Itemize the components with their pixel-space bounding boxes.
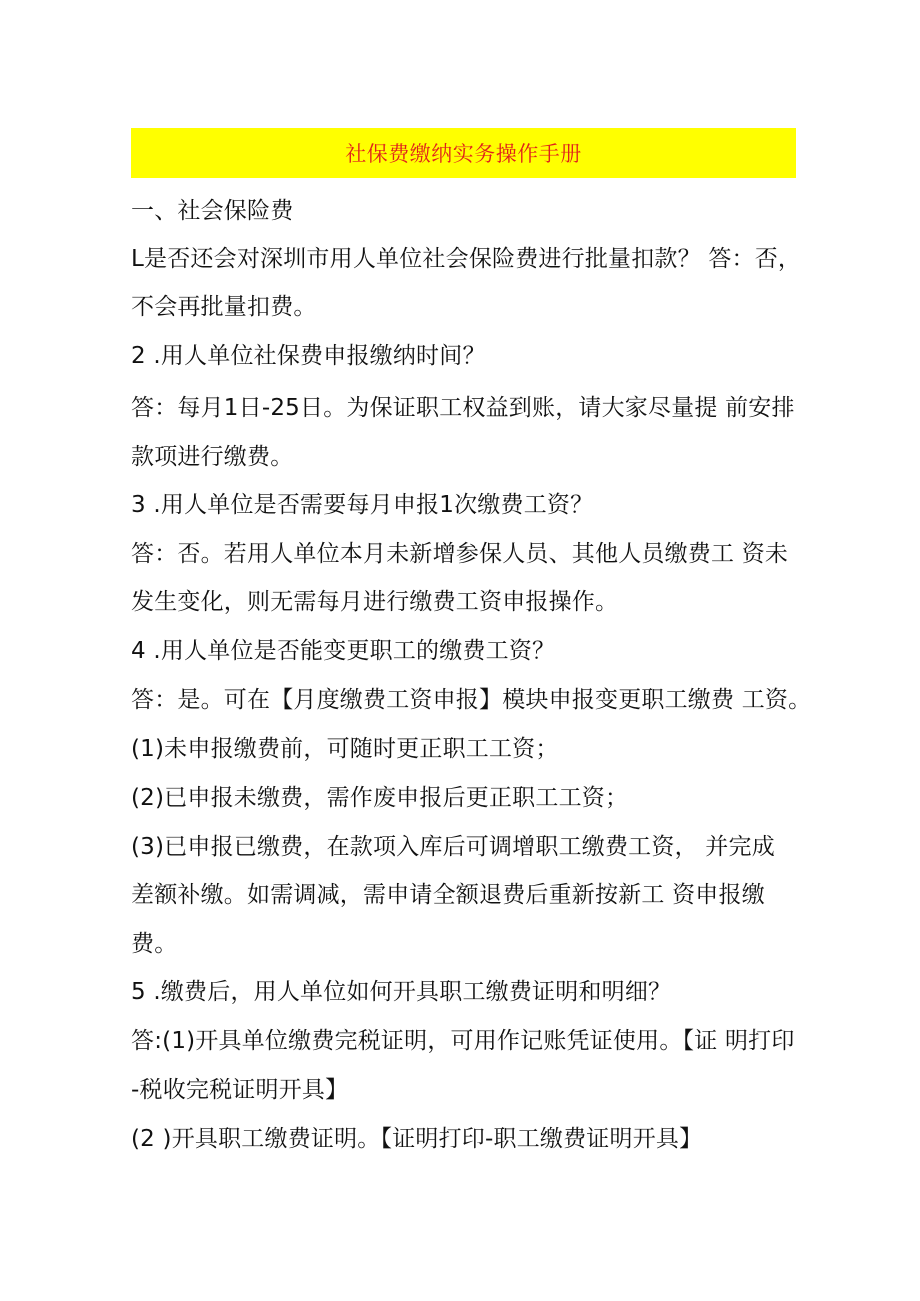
question-4: 4 .用人单位是否能变更职工的缴费工资？	[131, 638, 556, 664]
question-1: L是否还会对深圳市用人单位社会保险费进行批量扣款？ 答：否，	[131, 246, 802, 272]
document-title: 社保费缴纳实务操作手册	[345, 142, 582, 166]
title-banner	[131, 128, 796, 178]
answer-3: 答：否。若用人单位本月未新增参保人员、其他人员缴费工 资未	[131, 541, 789, 567]
section-heading: 一、社会保险费	[131, 198, 294, 224]
answer-4-item-3-end: 费。	[131, 931, 178, 957]
answer-4-item-2: (2)已申报未缴费，需作废申报后更正职工工资；	[131, 785, 629, 811]
answer-4: 答：是。可在【月度缴费工资申报】模块申报变更职工缴费 工资。	[131, 687, 812, 713]
answer-5-item-1-continued: -税收完税证明开具】	[131, 1077, 349, 1103]
question-5: 5 .缴费后，用人单位如何开具职工缴费证明和明细？	[131, 979, 672, 1005]
answer-1-continued: 不会再批量扣费。	[131, 294, 317, 320]
answer-2-continued: 款项进行缴费。	[131, 444, 294, 470]
answer-5-item-1: 答:(1)开具单位缴费完税证明，可用作记账凭证使用。【证 明打印	[131, 1028, 795, 1054]
answer-3-continued: 发生变化，则无需每月进行缴费工资申报操作。	[131, 589, 619, 615]
answer-5-item-2: (2 )开具职工缴费证明。【证明打印-职工缴费证明开具】	[131, 1126, 703, 1152]
answer-4-item-3: (3)已申报已缴费，在款项入库后可调增职工缴费工资， 并完成	[131, 834, 775, 860]
question-3: 3 .用人单位是否需要每月申报1次缴费工资？	[131, 492, 594, 518]
answer-4-item-3-continued: 差额补缴。如需调减，需申请全额退费后重新按新工 资申报缴	[131, 882, 765, 908]
question-2: 2 .用人单位社保费申报缴纳时间？	[131, 343, 486, 369]
answer-2: 答：每月1日-25日。为保证职工权益到账，请大家尽量提 前安排	[131, 395, 795, 421]
answer-4-item-1: (1)未申报缴费前，可随时更正职工工资；	[131, 736, 559, 762]
